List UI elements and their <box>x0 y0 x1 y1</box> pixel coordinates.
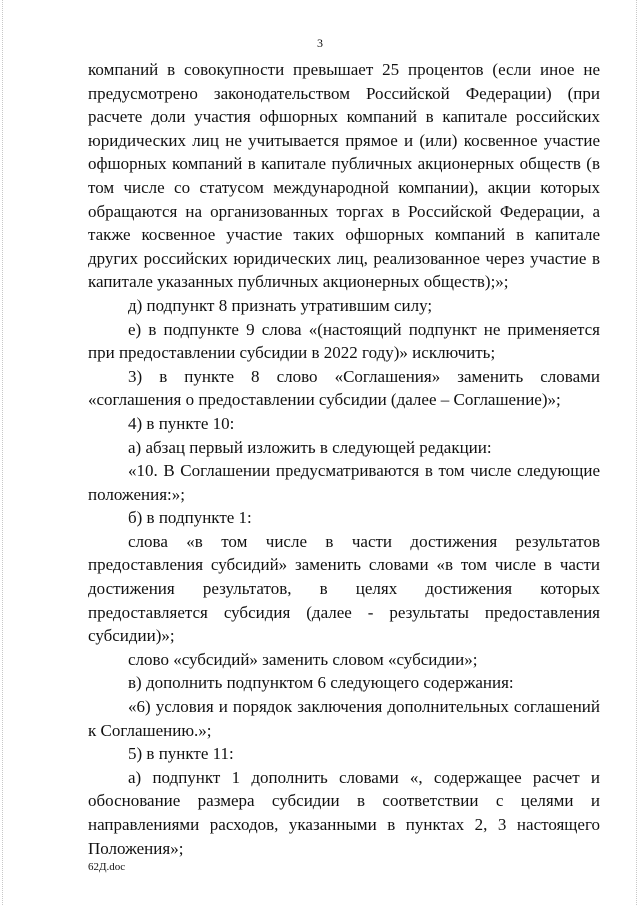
paragraph: «10. В Соглашении предусматриваются в том числе следующие положения:»; <box>88 461 600 504</box>
paragraph: д) подпункт 8 признать утратившим силу; <box>128 295 433 315</box>
paragraph: а) абзац первый изложить в следующей редакции: <box>128 437 492 457</box>
paragraph: 3) в пункте 8 слово «Соглашения» заменить словами «соглашения о предоставлении субсидии (далее – Соглашение)»; <box>88 366 600 410</box>
footer-filename: 62Д.doc <box>88 861 126 873</box>
paragraph: а) подпункт 1 дополнить словами «, содержащее расчет и обоснование размера субсидии в соответствии с целями и направлениями расходов, указанными в пунктах 2, 3 настоящего Положения»; <box>88 767 600 858</box>
paragraph: 5) в пункте 11: <box>128 744 234 764</box>
page-edge-right <box>636 0 638 905</box>
paragraph: б) в подпункте 1: <box>128 508 252 528</box>
paragraph: в) дополнить подпунктом 6 следующего содержания: <box>128 673 514 693</box>
paragraph: 4) в пункте 10: <box>128 413 235 433</box>
page-edge-left <box>2 0 4 905</box>
paragraph: компаний в совокупности превышает 25 процентов (если иное не предусмотрено законодательством Российской Федерации) (при расчете доли участия офшорных компаний в капитале российских юридических лиц не учитывается прямое и (или) косвенное участие офшорных компаний в капитале публичных акционерных обществ (в том числе со статусом международной компании), акции которых обращаются на организованных торгах в Российской Федерации, а также косвенное участие таких офшорных компаний в капитале других российских юридических лиц, реализованное через участие в капитале указанных публичных акционерных обществ);»; <box>88 60 600 292</box>
document-body <box>88 58 600 860</box>
paragraph: е) в подпункте 9 слова «(настоящий подпункт не применяется при предоставлении субсидии в 2022 году)» исключить; <box>88 319 600 363</box>
paragraph: слово «субсидий» заменить словом «субсидии»; <box>128 649 478 669</box>
paragraph: слова «в том числе в части достижения результатов предоставления субсидий» заменить словами «в том числе в части достижения результатов, в целях достижения которых предоставляется субсидия (далее - результаты предоставления субсидии)»; <box>88 531 600 646</box>
paragraph: «6) условия и порядок заключения дополнительных соглашений к Соглашению.»; <box>88 697 600 740</box>
page-number: 3 <box>317 36 323 50</box>
